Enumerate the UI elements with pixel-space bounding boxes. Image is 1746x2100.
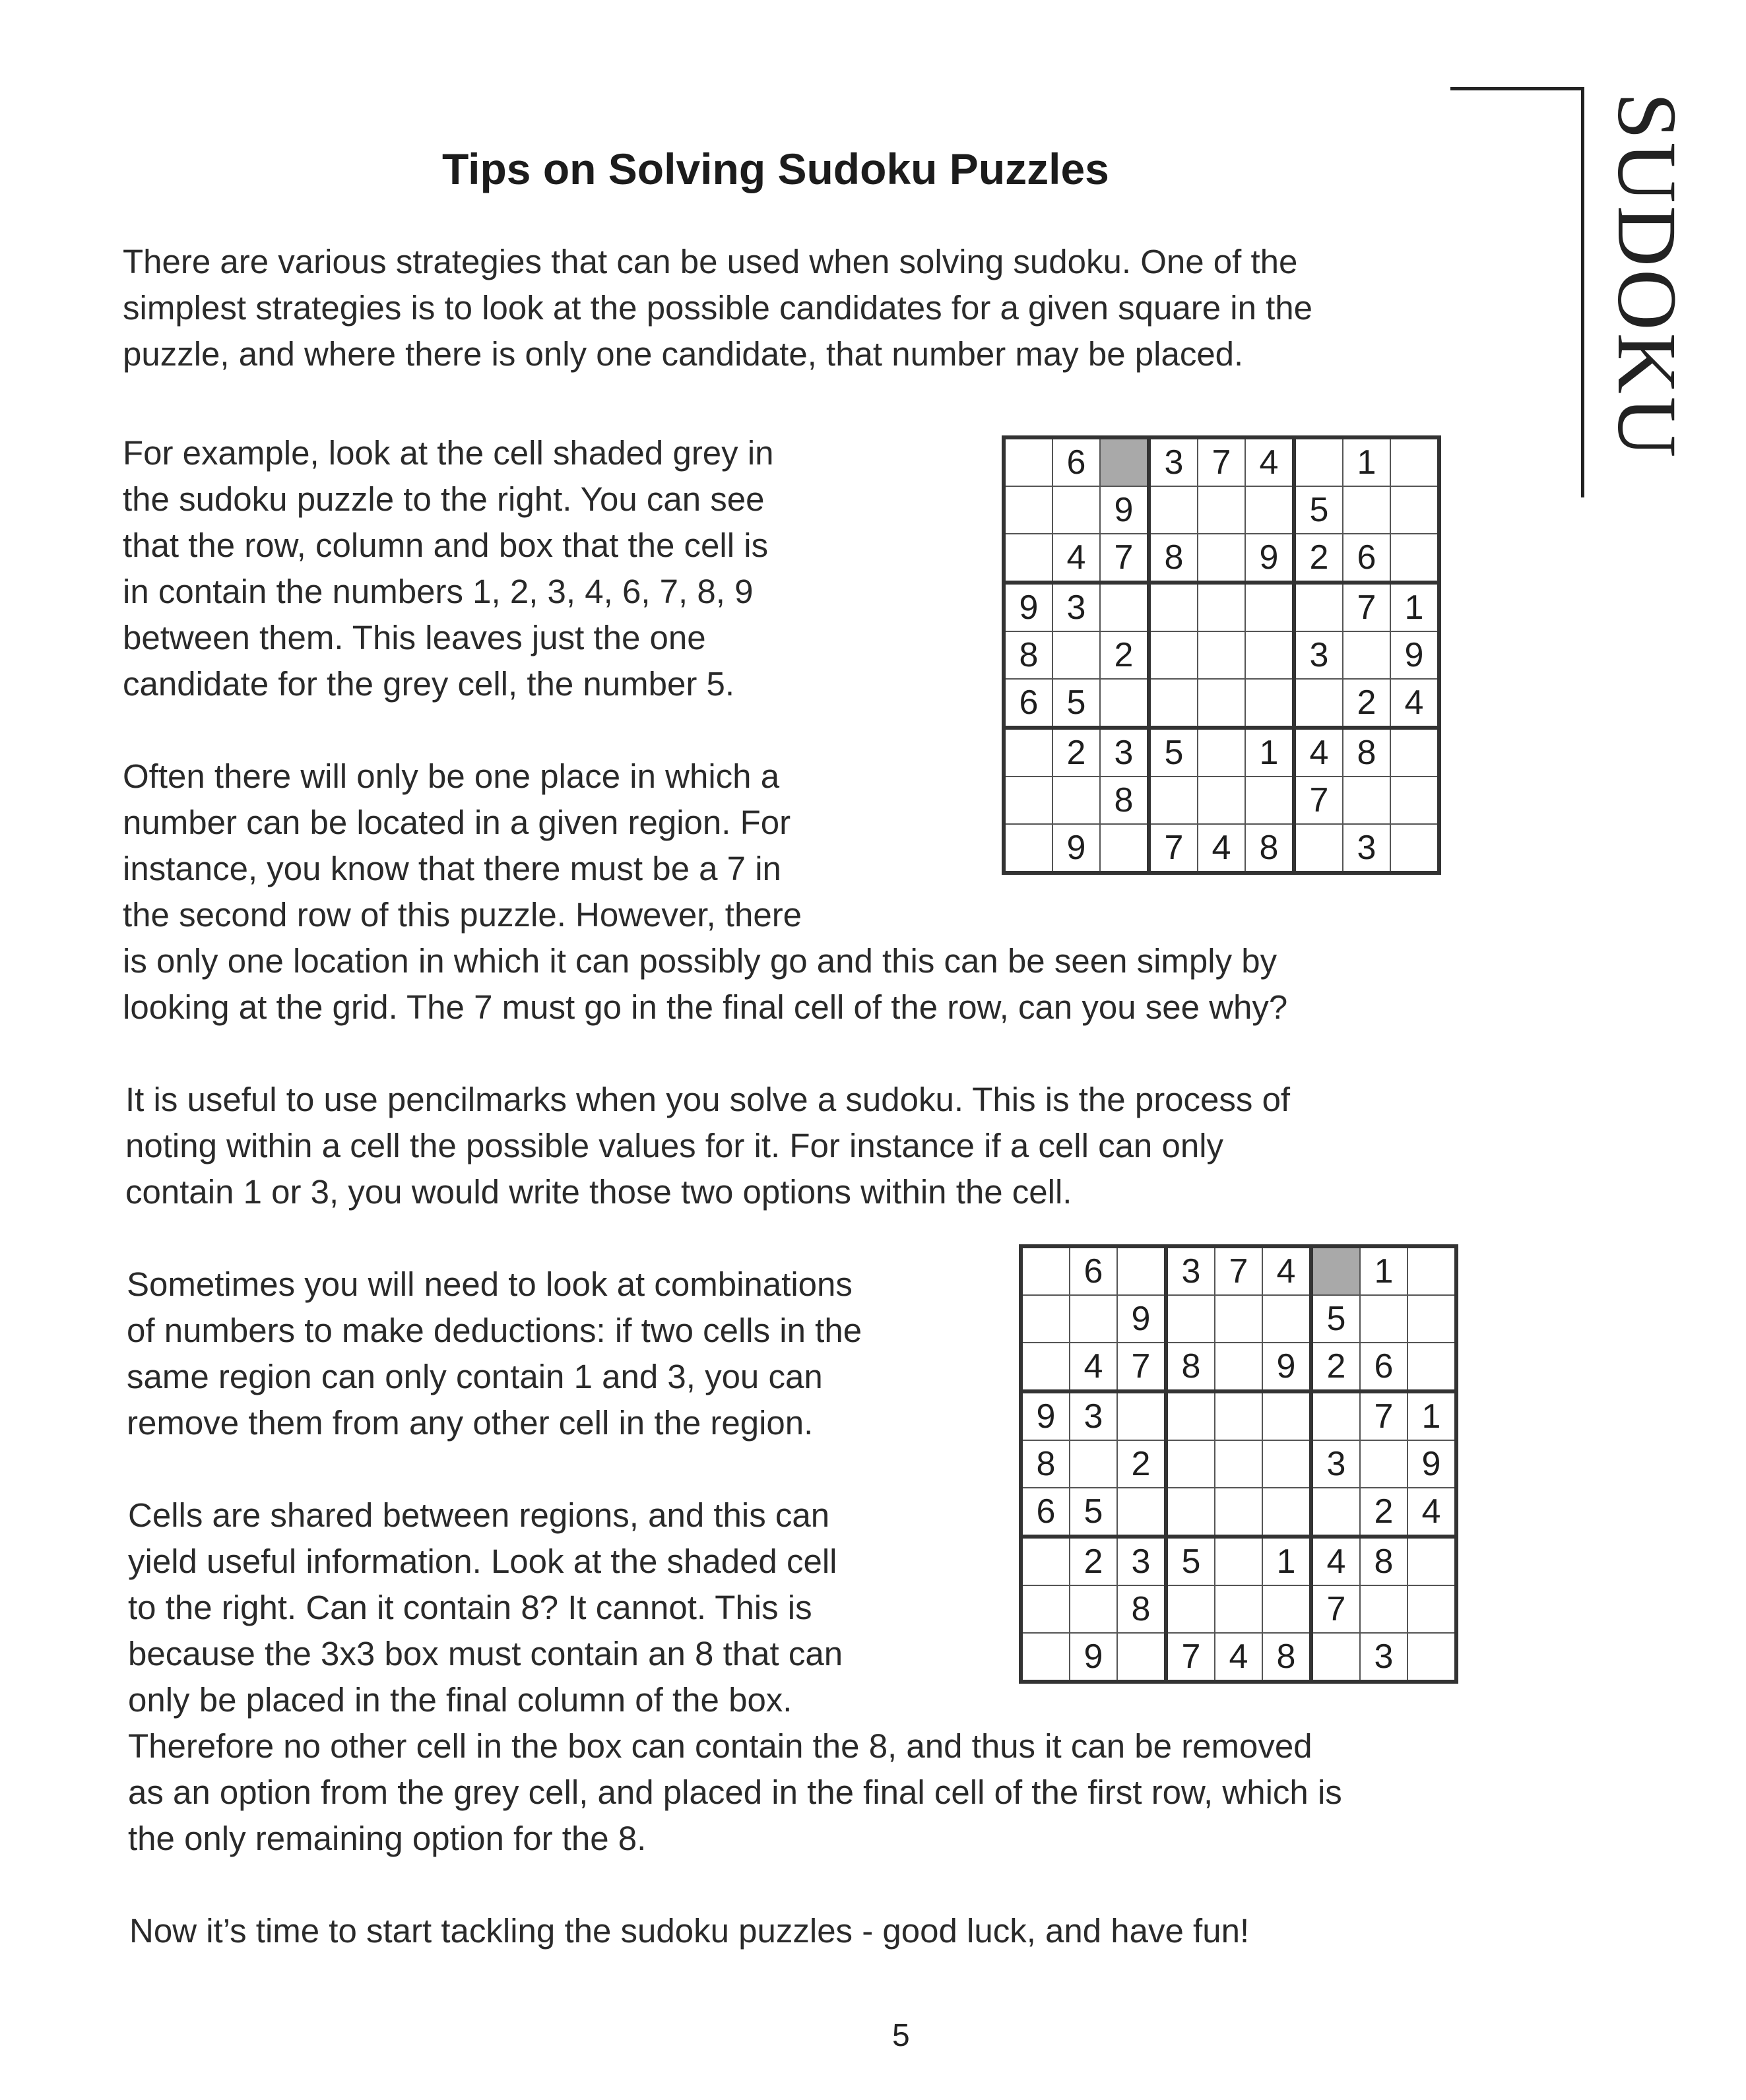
grid-cell: 1 — [1407, 1391, 1456, 1440]
text-line: same region can only contain 1 and 3, you can — [127, 1358, 823, 1395]
grid-cell: 5 — [1166, 1537, 1215, 1585]
grid-row — [1004, 583, 1439, 631]
text-line: For example, look at the cell shaded grey in — [123, 434, 774, 472]
grid-cell — [1198, 534, 1245, 583]
grid-cell: 5 — [1070, 1488, 1117, 1537]
grid-row — [1021, 1391, 1456, 1440]
grid-cell — [1262, 1295, 1311, 1343]
grid-cell: 8 — [1100, 777, 1149, 824]
grid-cell — [1198, 777, 1245, 824]
grid-row — [1004, 631, 1439, 679]
grid-cell: 7 — [1215, 1246, 1262, 1295]
grid-cell — [1004, 534, 1052, 583]
text-line: instance, you know that there must be a 7 in — [123, 850, 781, 887]
grid-cell — [1198, 728, 1245, 777]
grid-cell — [1149, 631, 1198, 679]
grid-row — [1021, 1440, 1456, 1488]
shaded-cell — [1100, 437, 1149, 486]
grid-cell: 3 — [1360, 1633, 1407, 1682]
grid-row — [1004, 679, 1439, 728]
grid-cell — [1021, 1585, 1070, 1633]
grid-cell — [1021, 1537, 1070, 1585]
shaded-cell — [1311, 1246, 1360, 1295]
grid-cell: 4 — [1215, 1633, 1262, 1682]
grid-cell: 4 — [1245, 437, 1294, 486]
grid-row — [1021, 1295, 1456, 1343]
grid-cell: 2 — [1052, 728, 1100, 777]
grid-cell: 9 — [1390, 631, 1439, 679]
page-title: Tips on Solving Sudoku Puzzles — [442, 144, 1109, 193]
grid-cell — [1100, 824, 1149, 873]
grid-cell: 6 — [1021, 1488, 1070, 1537]
grid-cell: 2 — [1100, 631, 1149, 679]
grid-cell: 3 — [1100, 728, 1149, 777]
grid-cell — [1407, 1343, 1456, 1391]
grid-cell — [1343, 631, 1390, 679]
grid-cell — [1343, 777, 1390, 824]
grid-cell — [1294, 583, 1343, 631]
grid-cell — [1390, 534, 1439, 583]
sudoku-grid-example-1 — [1002, 435, 1441, 875]
text-line: in contain the numbers 1, 2, 3, 4, 6, 7, 8, 9 — [123, 573, 754, 610]
grid-cell — [1215, 1295, 1262, 1343]
grid-cell: 1 — [1390, 583, 1439, 631]
grid-cell: 3 — [1052, 583, 1100, 631]
grid-cell — [1004, 777, 1052, 824]
grid-cell: 4 — [1407, 1488, 1456, 1537]
text-line: candidate for the grey cell, the number 5. — [123, 665, 735, 703]
grid-cell: 1 — [1245, 728, 1294, 777]
grid-row — [1021, 1246, 1456, 1295]
grid-cell: 7 — [1149, 824, 1198, 873]
grid-cell — [1166, 1440, 1215, 1488]
grid-cell — [1407, 1585, 1456, 1633]
grid-cell: 2 — [1343, 679, 1390, 728]
grid-cell — [1004, 824, 1052, 873]
grid-cell — [1343, 486, 1390, 534]
grid-cell — [1070, 1440, 1117, 1488]
grid-cell — [1004, 486, 1052, 534]
grid-cell — [1021, 1343, 1070, 1391]
grid-cell: 5 — [1311, 1295, 1360, 1343]
text-line: puzzle, and where there is only one candidate, that number may be placed. — [123, 335, 1244, 373]
grid-cell — [1198, 486, 1245, 534]
grid-cell — [1198, 679, 1245, 728]
grid-cell: 2 — [1360, 1488, 1407, 1537]
grid-cell: 9 — [1117, 1295, 1166, 1343]
grid-cell — [1245, 486, 1294, 534]
text-line: is only one location in which it can possibly go and this can be seen simply by — [123, 942, 1277, 980]
text-line: that the row, column and box that the cell is — [123, 526, 769, 564]
text-line: Now it’s time to start tackling the sudoku puzzles - good luck, and have fun! — [129, 1912, 1250, 1950]
grid-row — [1004, 777, 1439, 824]
grid-cell — [1117, 1633, 1166, 1682]
paragraph-combinations — [127, 1261, 862, 1446]
text-line: because the 3x3 box must contain an 8 that can — [128, 1635, 843, 1672]
grid-cell — [1052, 486, 1100, 534]
grid-cell: 9 — [1407, 1440, 1456, 1488]
grid-row — [1021, 1585, 1456, 1633]
grid-cell: 8 — [1245, 824, 1294, 873]
grid-cell — [1052, 777, 1100, 824]
grid-cell: 7 — [1117, 1343, 1166, 1391]
side-rule-horizontal — [1450, 87, 1584, 90]
grid-cell — [1262, 1440, 1311, 1488]
grid-cell — [1198, 583, 1245, 631]
grid-cell — [1215, 1343, 1262, 1391]
text-line: number can be located in a given region. For — [123, 804, 791, 841]
grid-cell — [1311, 1633, 1360, 1682]
grid-cell: 2 — [1070, 1537, 1117, 1585]
grid-cell — [1407, 1537, 1456, 1585]
grid-cell: 4 — [1070, 1343, 1117, 1391]
grid-cell: 6 — [1052, 437, 1100, 486]
text-line: remove them from any other cell in the region. — [127, 1404, 814, 1442]
text-line: Therefore no other cell in the box can contain the 8, and thus it can be removed — [128, 1727, 1312, 1765]
grid-cell — [1390, 437, 1439, 486]
grid-cell — [1407, 1295, 1456, 1343]
grid-cell — [1360, 1295, 1407, 1343]
grid-cell — [1245, 679, 1294, 728]
grid-cell — [1021, 1246, 1070, 1295]
text-line: It is useful to use pencilmarks when you solve a sudoku. This is the process of — [125, 1081, 1291, 1118]
grid-cell: 6 — [1343, 534, 1390, 583]
grid-cell: 4 — [1198, 824, 1245, 873]
grid-cell: 7 — [1100, 534, 1149, 583]
grid-cell — [1100, 583, 1149, 631]
grid-cell — [1294, 679, 1343, 728]
grid-cell: 5 — [1052, 679, 1100, 728]
paragraph-example — [123, 430, 774, 707]
paragraph-shared-regions — [128, 1492, 843, 1723]
grid-row — [1021, 1633, 1456, 1682]
grid-cell — [1021, 1295, 1070, 1343]
grid-cell — [1311, 1391, 1360, 1440]
grid-cell: 8 — [1149, 534, 1198, 583]
grid-cell — [1215, 1537, 1262, 1585]
text-line: between them. This leaves just the one — [123, 619, 706, 656]
page-number: 5 — [892, 2018, 910, 2053]
grid-cell — [1262, 1585, 1311, 1633]
grid-cell — [1198, 631, 1245, 679]
grid-cell: 3 — [1166, 1246, 1215, 1295]
grid-cell — [1117, 1246, 1166, 1295]
grid-cell: 3 — [1343, 824, 1390, 873]
grid-cell — [1004, 728, 1052, 777]
grid-cell: 5 — [1149, 728, 1198, 777]
grid-cell: 2 — [1294, 534, 1343, 583]
grid-cell — [1311, 1488, 1360, 1537]
grid-cell — [1407, 1633, 1456, 1682]
paragraph-single-location — [123, 753, 802, 938]
grid-cell — [1245, 777, 1294, 824]
grid-cell: 3 — [1149, 437, 1198, 486]
text-line: only be placed in the final column of the box. — [128, 1681, 792, 1719]
grid-cell: 2 — [1117, 1440, 1166, 1488]
grid-cell: 7 — [1311, 1585, 1360, 1633]
grid-cell: 1 — [1343, 437, 1390, 486]
grid-cell: 8 — [1343, 728, 1390, 777]
grid-cell — [1166, 1488, 1215, 1537]
grid-cell — [1262, 1488, 1311, 1537]
grid-cell — [1100, 679, 1149, 728]
grid-cell — [1215, 1440, 1262, 1488]
text-line: looking at the grid. The 7 must go in the final cell of the row, can you see why? — [123, 988, 1288, 1026]
grid-cell: 9 — [1052, 824, 1100, 873]
grid-cell: 9 — [1021, 1391, 1070, 1440]
grid-cell: 9 — [1245, 534, 1294, 583]
grid-cell — [1021, 1633, 1070, 1682]
paragraph-intro — [123, 239, 1312, 377]
grid-cell — [1390, 728, 1439, 777]
text-line: contain 1 or 3, you would write those two options within the cell. — [125, 1173, 1072, 1211]
grid-cell — [1070, 1295, 1117, 1343]
text-line: as an option from the grey cell, and placed in the final cell of the first row, which is — [128, 1773, 1342, 1811]
grid-row — [1021, 1343, 1456, 1391]
grid-cell — [1390, 486, 1439, 534]
side-rule-vertical — [1581, 87, 1584, 497]
grid-cell: 3 — [1070, 1391, 1117, 1440]
text-line: There are various strategies that can be used when solving sudoku. One of the — [123, 243, 1298, 280]
grid-row — [1004, 728, 1439, 777]
grid-cell: 2 — [1311, 1343, 1360, 1391]
text-line: Often there will only be one place in which a — [123, 757, 780, 795]
grid-cell — [1149, 583, 1198, 631]
grid-cell: 8 — [1360, 1537, 1407, 1585]
grid-cell: 8 — [1021, 1440, 1070, 1488]
grid-cell — [1149, 486, 1198, 534]
text-line: yield useful information. Look at the shaded cell — [128, 1543, 837, 1580]
grid-row — [1004, 437, 1439, 486]
grid-cell: 3 — [1294, 631, 1343, 679]
grid-row — [1021, 1488, 1456, 1537]
grid-cell — [1004, 437, 1052, 486]
grid-cell: 4 — [1390, 679, 1439, 728]
grid-cell: 9 — [1262, 1343, 1311, 1391]
grid-cell: 5 — [1294, 486, 1343, 534]
text-line: the second row of this puzzle. However, there — [123, 896, 802, 934]
text-line: the only remaining option for the 8. — [128, 1820, 647, 1857]
grid-cell — [1360, 1440, 1407, 1488]
grid-cell — [1117, 1391, 1166, 1440]
grid-cell: 7 — [1294, 777, 1343, 824]
grid-cell: 6 — [1004, 679, 1052, 728]
sudoku-grid-example-2 — [1019, 1244, 1458, 1684]
grid-cell — [1215, 1488, 1262, 1537]
section-side-label: SUDOKU — [1600, 92, 1694, 461]
grid-row — [1004, 824, 1439, 873]
paragraph-closing — [129, 1908, 1249, 1954]
grid-cell — [1245, 631, 1294, 679]
grid-row — [1004, 486, 1439, 534]
grid-cell — [1070, 1585, 1117, 1633]
grid-cell — [1407, 1246, 1456, 1295]
grid-cell: 7 — [1360, 1391, 1407, 1440]
grid-cell — [1294, 824, 1343, 873]
grid-cell — [1149, 679, 1198, 728]
grid-cell: 6 — [1070, 1246, 1117, 1295]
grid-cell — [1149, 777, 1198, 824]
grid-cell: 4 — [1052, 534, 1100, 583]
grid-cell: 4 — [1262, 1246, 1311, 1295]
text-line: the sudoku puzzle to the right. You can see — [123, 480, 765, 518]
grid-cell — [1215, 1585, 1262, 1633]
grid-cell: 1 — [1360, 1246, 1407, 1295]
grid-cell: 1 — [1262, 1537, 1311, 1585]
text-line: Sometimes you will need to look at combinations — [127, 1265, 853, 1303]
grid-cell: 8 — [1004, 631, 1052, 679]
grid-cell — [1052, 631, 1100, 679]
grid-row — [1004, 534, 1439, 583]
grid-row — [1021, 1537, 1456, 1585]
text-line: to the right. Can it contain 8? It cannot. This is — [128, 1589, 812, 1626]
text-line: Cells are shared between regions, and this can — [128, 1496, 830, 1534]
grid-cell — [1215, 1391, 1262, 1440]
grid-cell: 9 — [1070, 1633, 1117, 1682]
text-line: noting within a cell the possible values for it. For instance if a cell can only — [125, 1127, 1224, 1164]
text-line: simplest strategies is to look at the possible candidates for a given square in the — [123, 289, 1313, 327]
grid-cell: 8 — [1166, 1343, 1215, 1391]
grid-cell — [1166, 1391, 1215, 1440]
paragraph-pencilmarks — [125, 1077, 1290, 1215]
grid-cell — [1245, 583, 1294, 631]
grid-cell: 6 — [1360, 1343, 1407, 1391]
grid-cell — [1262, 1391, 1311, 1440]
grid-cell: 4 — [1294, 728, 1343, 777]
grid-cell — [1166, 1295, 1215, 1343]
grid-cell: 7 — [1343, 583, 1390, 631]
grid-cell: 8 — [1262, 1633, 1311, 1682]
grid-cell: 3 — [1311, 1440, 1360, 1488]
text-line: of numbers to make deductions: if two cells in the — [127, 1312, 862, 1349]
paragraph-shared-regions-cont — [128, 1723, 1342, 1862]
grid-cell: 8 — [1117, 1585, 1166, 1633]
grid-cell — [1117, 1488, 1166, 1537]
grid-cell: 7 — [1166, 1633, 1215, 1682]
grid-cell: 7 — [1198, 437, 1245, 486]
grid-cell — [1166, 1585, 1215, 1633]
grid-cell: 9 — [1004, 583, 1052, 631]
grid-cell — [1390, 824, 1439, 873]
grid-cell: 9 — [1100, 486, 1149, 534]
grid-cell — [1390, 777, 1439, 824]
paragraph-single-location-cont — [123, 938, 1287, 1031]
grid-cell: 3 — [1117, 1537, 1166, 1585]
grid-cell — [1294, 437, 1343, 486]
grid-cell — [1360, 1585, 1407, 1633]
grid-cell: 4 — [1311, 1537, 1360, 1585]
